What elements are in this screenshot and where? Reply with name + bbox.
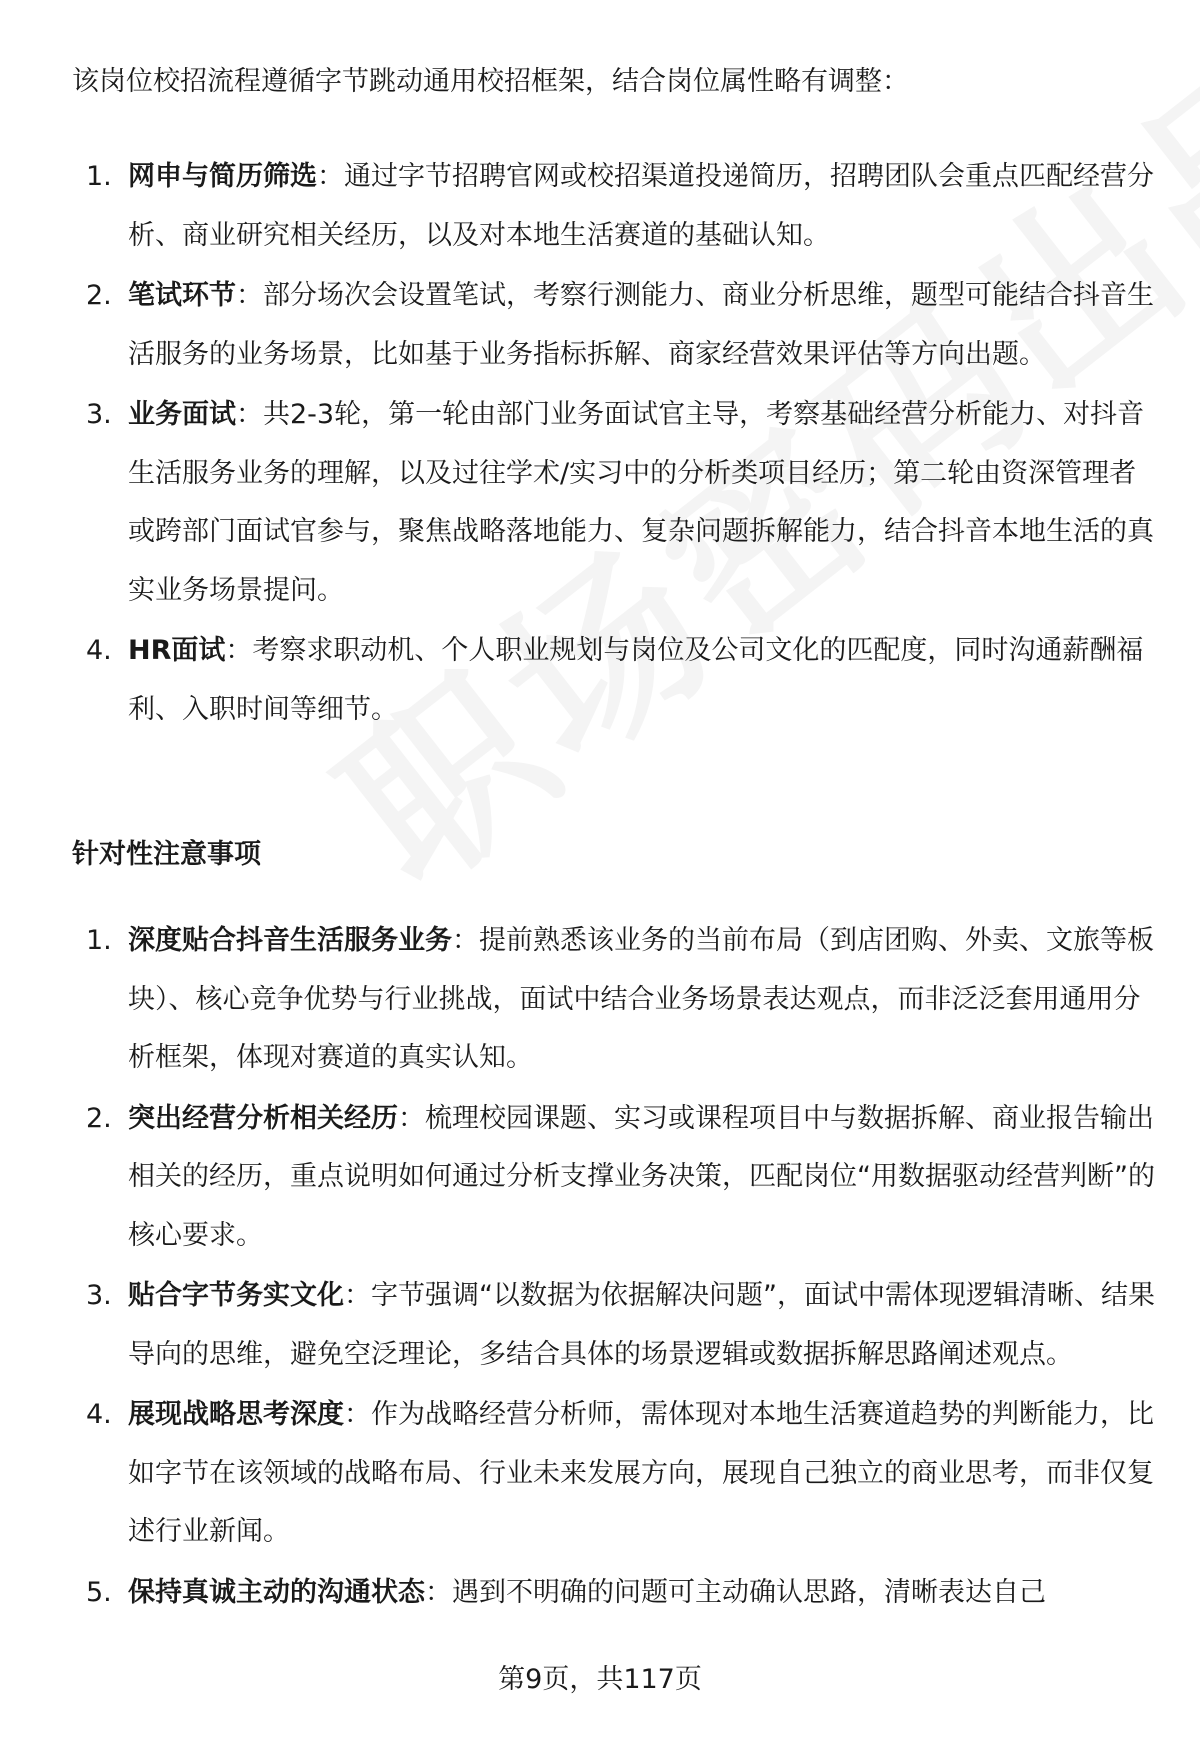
item-title: 展现战略思考深度 xyxy=(128,1399,344,1430)
item-text: ：考察求职动机、个人职业规划与岗位及公司文化的匹配度，同时沟通薪酬福利、入职时间等细节。 xyxy=(128,635,1144,725)
item-title: 突出经营分析相关经历 xyxy=(128,1102,398,1134)
item-text: ：遇到不明确的问题可主动确认思路，清晰表达自己 xyxy=(425,1576,1046,1608)
list-item xyxy=(72,267,1162,384)
list-number: 1. xyxy=(86,161,112,192)
page-number-footer: 第9页，共117页 xyxy=(498,1664,702,1695)
item-title: 保持真诚主动的沟通状态 xyxy=(128,1576,425,1608)
list-item xyxy=(72,1386,1162,1562)
section-heading: 针对性注意事项 xyxy=(72,839,261,870)
list-item xyxy=(72,1267,1162,1384)
list-number: 4. xyxy=(86,635,112,666)
item-title: 业务面试 xyxy=(128,399,236,430)
list-number: 5. xyxy=(86,1576,112,1608)
list-number: 2. xyxy=(86,1102,112,1134)
item-text: ：作为战略经营分析师，需体现对本地生活赛道趋势的判断能力，比如字节在该领域的战略布局、行业未来发展方向，展现自己独立的商业思考，而非仅复述行业新闻。 xyxy=(128,1399,1154,1547)
list-item xyxy=(72,1564,1162,1623)
item-title: 笔试环节 xyxy=(128,280,236,311)
list-number: 2. xyxy=(86,280,112,311)
item-title: 网申与简历筛选 xyxy=(128,161,317,192)
list-item xyxy=(72,386,1162,620)
item-text: ：字节强调“以数据为依据解决问题”，面试中需体现逻辑清晰、结果导向的思维，避免空泛理论，多结合具体的场景逻辑或数据拆解思路阐述观点。 xyxy=(128,1280,1155,1370)
item-text: ：共2-3轮，第一轮由部门业务面试官主导，考察基础经营分析能力、对抖音生活服务业务的理解，以及过往学术/实习中的分析类项目经历；第二轮由资深管理者或跨部门面试官参与，聚焦战略落地能力、复杂问题拆解能力，结合抖音本地生活的真实业务场景提问。 xyxy=(128,399,1154,606)
list-number: 4. xyxy=(86,1399,112,1430)
process-list xyxy=(72,148,1162,741)
item-title: 贴合字节务实文化 xyxy=(128,1280,344,1311)
intro-paragraph: 该岗位校招流程遵循字节跳动通用校招框架，结合岗位属性略有调整： xyxy=(72,66,909,97)
list-item xyxy=(72,148,1162,265)
tips-list xyxy=(72,912,1162,1624)
list-item xyxy=(72,622,1162,739)
list-item xyxy=(72,1090,1162,1266)
item-title: HR面试 xyxy=(128,635,226,666)
list-item xyxy=(72,912,1162,1088)
item-text: ：梳理校园课题、实习或课程项目中与数据拆解、商业报告输出相关的经历，重点说明如何通过分析支撑业务决策，匹配岗位“用数据驱动经营判断”的核心要求。 xyxy=(128,1102,1155,1251)
list-number: 1. xyxy=(86,925,112,956)
item-title: 深度贴合抖音生活服务业务 xyxy=(128,925,452,956)
item-text: ：提前熟悉该业务的当前布局（到店团购、外卖、文旅等板块）、核心竞争优势与行业挑战，面试中结合业务场景表达观点，而非泛泛套用通用分析框架，体现对赛道的真实认知。 xyxy=(128,925,1154,1073)
item-text: ：部分场次会设置笔试，考察行测能力、商业分析思维，题型可能结合抖音生活服务的业务场景，比如基于业务指标拆解、商家经营效果评估等方向出题。 xyxy=(128,280,1154,370)
list-number: 3. xyxy=(86,1280,112,1311)
item-text: ：通过字节招聘官网或校招渠道投递简历，招聘团队会重点匹配经营分析、商业研究相关经历，以及对本地生活赛道的基础认知。 xyxy=(128,161,1154,251)
list-number: 3. xyxy=(86,399,112,430)
